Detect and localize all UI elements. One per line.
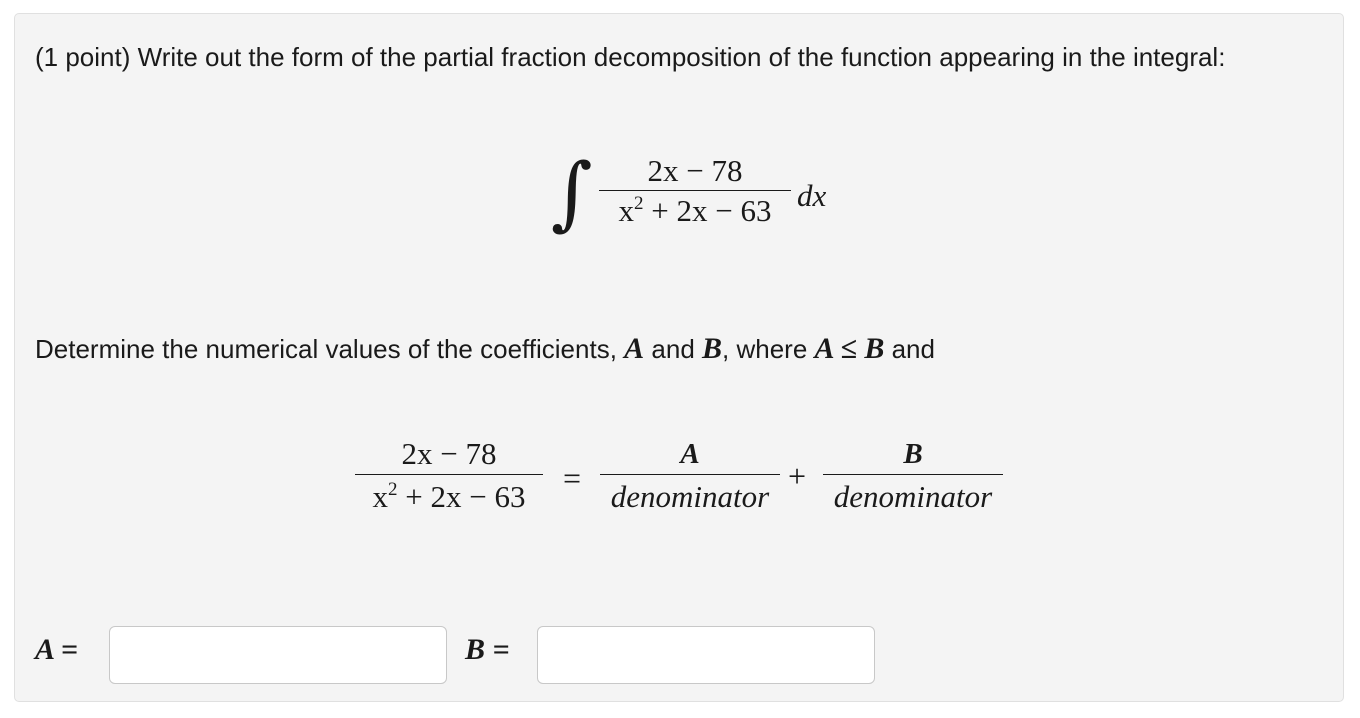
answer-b-label: B =: [465, 633, 510, 666]
answer-a-input[interactable]: [109, 626, 447, 684]
term-a-fraction: [600, 434, 780, 519]
term-b-numerator: B: [903, 438, 923, 470]
integrand-denominator: $x^2 + 2x - 63$: [618, 193, 772, 228]
lhs-numerator: 2x − 78: [401, 436, 497, 471]
integrand-fraction: [599, 152, 791, 231]
instruction-text: Write out the form of the partial fraction decomposition of the function appearing in the integral:: [137, 42, 1226, 72]
plus-sign: +: [788, 458, 807, 494]
lhs-fraction: [355, 434, 543, 519]
determine-instruction: Determine the numerical values of the coefficients, A and B, where A ≤ B and: [35, 332, 935, 365]
answer-a-label: A =: [35, 633, 78, 666]
term-a-numerator: A: [680, 438, 700, 470]
integral-expression: [551, 148, 851, 248]
problem-container: [14, 13, 1344, 702]
answer-b-input[interactable]: [537, 626, 875, 684]
integrand-numerator: 2x − 78: [647, 153, 743, 188]
integral-sign: ∫: [551, 146, 593, 239]
term-a-denominator: denominator: [610, 479, 770, 514]
term-b-fraction: [823, 434, 1003, 519]
differential: dx: [797, 178, 827, 213]
term-b-denominator: denominator: [833, 479, 993, 514]
point-value: (1 point): [35, 42, 131, 72]
lhs-denominator: $x^2 + 2x - 63$: [372, 479, 526, 514]
problem-statement: [35, 38, 1275, 77]
equals-sign: =: [563, 460, 582, 496]
